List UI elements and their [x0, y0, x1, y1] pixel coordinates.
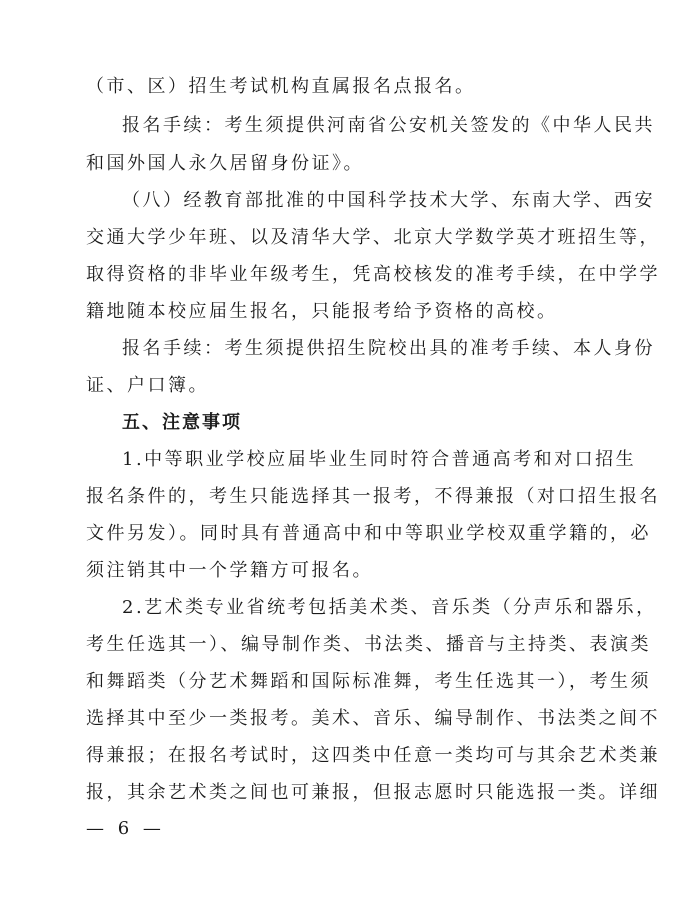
text-line: 报名条件的，考生只能选择其一报考，不得兼报（对口招生报名: [86, 486, 660, 507]
text-line: 证、户口簿。: [86, 375, 209, 396]
text-line: 和舞蹈类（分艺术舞蹈和国际标准舞，考生任选其一），考生须: [86, 671, 651, 692]
text-line: 籍地随本校应届生报名，只能报考给予资格的高校。: [86, 301, 558, 322]
text-line: 得兼报；在报名考试时，这四类中任意一类均可与其余艺术类兼: [86, 745, 660, 766]
text-line: （市、区）招生考试机构直属报名点报名。: [86, 76, 476, 97]
page-number: — 6 —: [86, 818, 165, 839]
text-line: 报名手续：考生须提供河南省公安机关签发的《中华人民共: [122, 115, 655, 136]
text-line: 2.艺术类专业省统考包括美术类、音乐类（分声乐和器乐，: [122, 597, 657, 618]
text-line: 须注销其中一个学籍方可报名。: [86, 560, 373, 581]
section-heading: 五、注意事项: [122, 412, 242, 433]
text-line: （八）经教育部批准的中国科学技术大学、东南大学、西安: [122, 190, 655, 211]
text-line: 1.中等职业学校应届毕业生同时符合普通高考和对口招生: [122, 449, 637, 470]
text-line: 交通大学少年班、以及清华大学、北京大学数学英才班招生等，: [86, 227, 660, 248]
text-line: 考生任选其一）、编导制作类、书法类、播音与主持类、表演类: [86, 634, 651, 655]
text-line: 报，其余艺术类之间也可兼报，但报志愿时只能选报一类。详细: [86, 782, 660, 803]
text-line: 和国外国人永久居留身份证》。: [86, 153, 364, 174]
text-line: 文件另发）。同时具有普通高中和中等职业学校双重学籍的，必: [86, 523, 651, 544]
text-line: 选择其中至少一类报考。美术、音乐、编导制作、书法类之间不: [86, 708, 660, 729]
text-line: 取得资格的非毕业年级考生，凭高校核发的准考手续，在中学学: [86, 264, 660, 285]
text-line: 报名手续：考生须提供招生院校出具的准考手续、本人身份: [122, 338, 655, 359]
